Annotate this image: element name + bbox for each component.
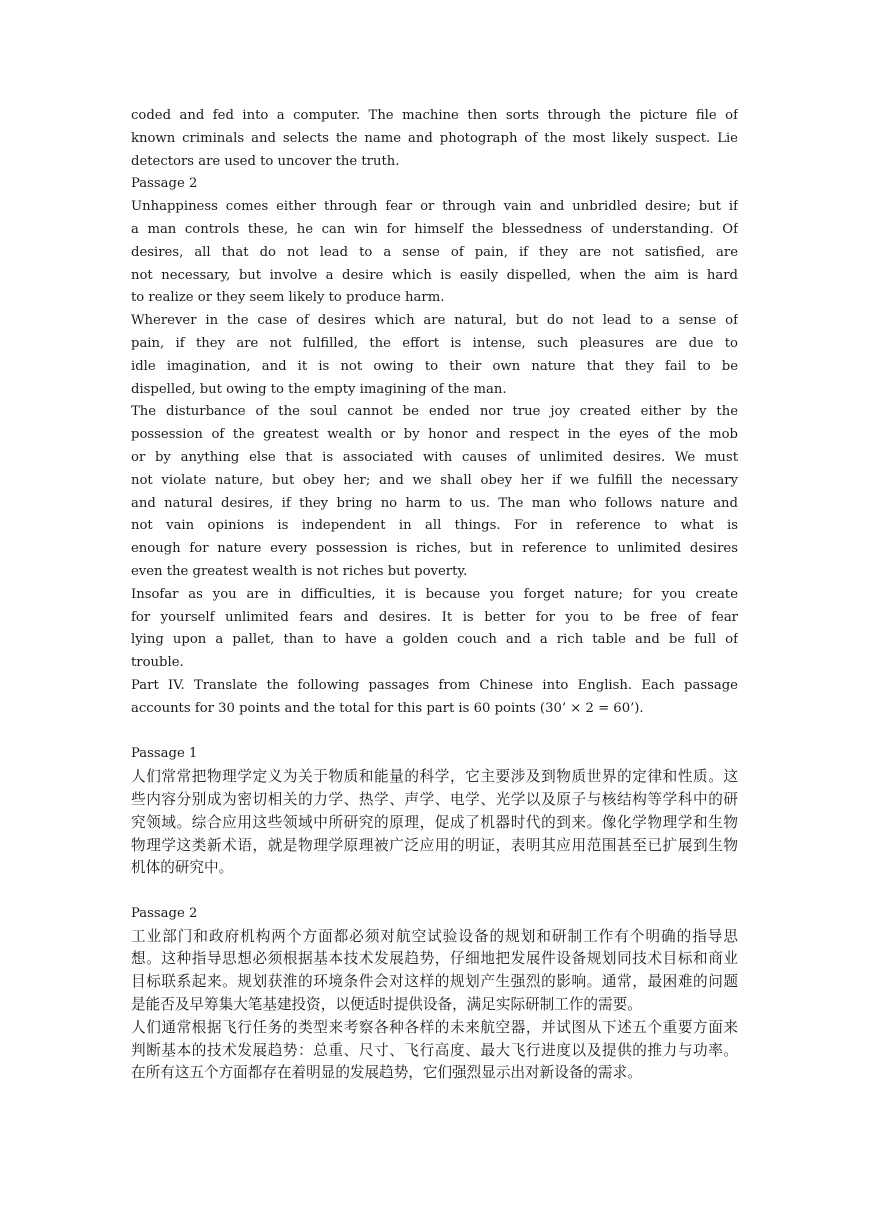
text-line: possession of the greatest wealth or by honor and respect in the eyes of the mob [131, 427, 738, 443]
text-line: not necessary, but involve a desire which is easily dispelled, when the aim is hard [131, 267, 738, 283]
document-page [131, 105, 738, 1085]
chinese-text-line: 究领域。综合应用这些领域中所研究的原理，促成了机器时代的到来。像化学物理学和生物 [131, 813, 738, 831]
text-line: to realize or they seem likely to produce harm. [131, 290, 445, 306]
chinese-text-line: 人们通常根据飞行任务的类型来考察各种各样的未来航空器，并试图从下述五个重要方面来 [131, 1018, 738, 1036]
passage-heading: Passage 1 [131, 746, 198, 762]
blank-line [131, 880, 738, 903]
passage-heading: Passage 2 [131, 905, 198, 921]
text-line: for yourself unlimited fears and desires. It is better for you to be free of fear [131, 609, 738, 625]
text-line: idle imagination, and it is not owing to their own nature that they fail to be [131, 358, 738, 374]
text-line: trouble. [131, 655, 184, 671]
text-line: Unhappiness comes either through fear or through vain and unbridled desire; but if [131, 199, 738, 215]
text-line: The disturbance of the soul cannot be ended nor true joy created either by the [131, 404, 738, 420]
text-line: pain, if they are not fulfilled, the effort is intense, such pleasures are due to [131, 335, 738, 351]
text-line: detectors are used to uncover the truth. [131, 153, 400, 169]
text-line: known criminals and selects the name and photograph of the most likely suspect. Lie [131, 130, 738, 146]
chinese-text-line: 判断基本的技术发展趋势：总重、尺寸、飞行高度、最大飞行进度以及提供的推力与功率。 [131, 1041, 738, 1059]
chinese-text-line: 人们常常把物理学定义为关于物质和能量的科学，它主要涉及到物质世界的定律和性质。这 [131, 768, 738, 786]
chinese-text-line: 目标联系起来。规划获淮的环境条件会对这样的规划产生强烈的影响。通常，最困难的问题 [131, 973, 738, 991]
text-line: a man controls these, he can win for himself the blessedness of understanding. Of [131, 221, 738, 237]
chinese-text-line: 想。这种指导思想必须根据基本技术发展趋势，仔细地把发展件设备规划同技术目标和商业 [131, 950, 738, 968]
text-line: even the greatest wealth is not riches but poverty. [131, 563, 468, 579]
text-line: Insofar as you are in difficulties, it is because you forget nature; for you create [131, 586, 738, 602]
part-instruction: accounts for 30 points and the total for this part is 60 points (30’ × 2 = 60’). [131, 700, 644, 716]
chinese-text-line: 机体的研究中。 [131, 859, 234, 877]
passage-heading: Passage 2 [131, 176, 198, 192]
blank-line [131, 721, 738, 744]
text-line: lying upon a pallet, than to have a golden couch and a rich table and be full of [131, 632, 738, 648]
text-line: dispelled, but owing to the empty imagining of the man. [131, 381, 507, 397]
text-line: not violate nature, but obey her; and we shall obey her if we fulfill the necessary [131, 472, 738, 488]
chinese-text-line: 些内容分别成为密切相关的力学、热学、声学、电学、光学以及原子与核结构等学科中的研 [131, 790, 738, 808]
chinese-text-line: 物理学这类新术语，就是物理学原理被广泛应用的明证，表明其应用范围甚至已扩展到生物 [131, 836, 738, 854]
text-line: desires, all that do not lead to a sense of pain, if they are not satisfied, are [131, 244, 738, 260]
text-line: and natural desires, if they bring no harm to us. The man who follows nature and [131, 495, 738, 511]
text-line: Wherever in the case of desires which are natural, but do not lead to a sense of [131, 313, 738, 329]
chinese-text-line: 工业部门和政府机构两个方面都必须对航空试验设备的规划和研制工作有个明确的指导思 [131, 927, 738, 945]
text-line: coded and fed into a computer. The machine then sorts through the picture file of [131, 108, 738, 123]
chinese-text-line: 在所有这五个方面都存在着明显的发展趋势，它们强烈显示出对新设备的需求。 [131, 1064, 642, 1082]
text-line: enough for nature every possession is riches, but in reference to unlimited desires [131, 541, 738, 557]
text-line: not vain opinions is independent in all things. For in reference to what is [131, 518, 738, 534]
part-instruction: Part IV. Translate the following passages from Chinese into English. Each passage [131, 677, 738, 693]
text-line: or by anything else that is associated with causes of unlimited desires. We must [131, 449, 738, 465]
chinese-text-line: 是能否及早筹集大笔基建投资，以便适时提供设备，满足实际研制工作的需要。 [131, 996, 642, 1014]
